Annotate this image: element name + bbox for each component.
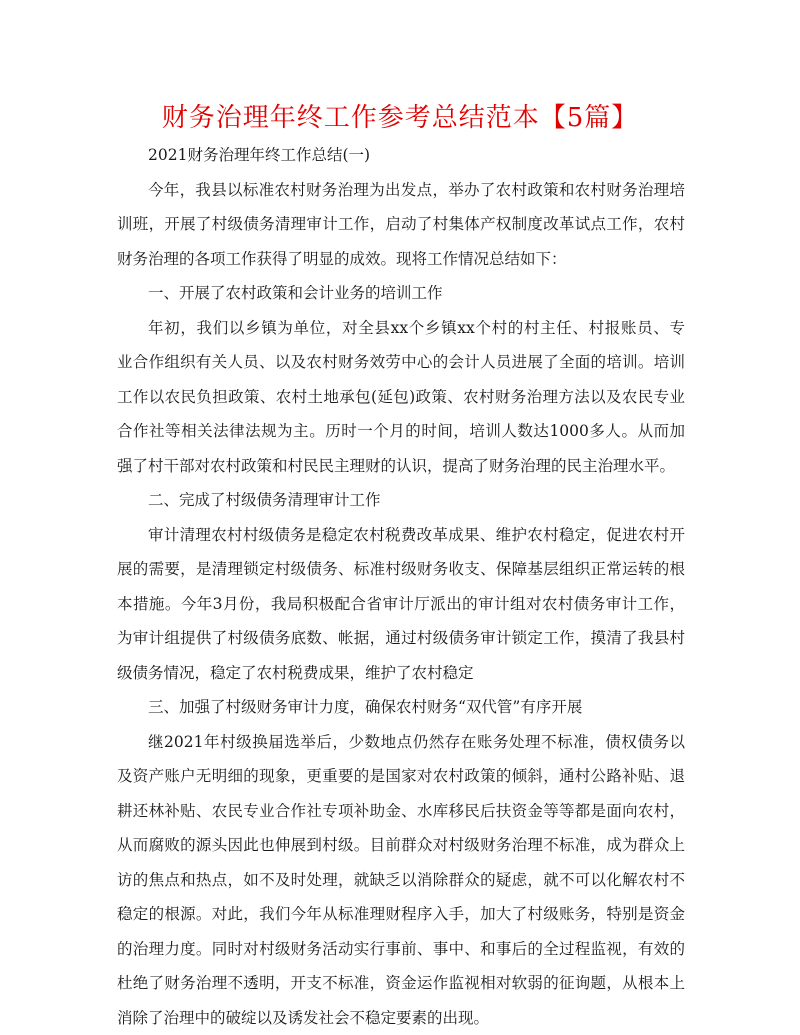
paragraph-line: 工作以农民负担政策、农村土地承包(延包)政策、农村财务治理方法以及农民专业 [117, 387, 685, 406]
paragraph-line: 业合作组织有关人员、以及农村财务效劳中心的会计人员进展了全面的培训。培训 [117, 353, 685, 371]
paragraph-line: 财务治理的各项工作获得了明显的成效。现将工作情况总结如下： [117, 249, 567, 268]
paragraph-first-line: 审计清理农村村级债务是稳定农村税费改革成果、维护农村稳定，促进农村开 [148, 525, 685, 544]
paragraph-line: 的治理力度。同时对村级财务活动实行事前、事中、和事后的全过程监视，有效的 [117, 939, 685, 958]
document-body [117, 138, 685, 1035]
paragraph-first-line: 继2021年村级换届选举后，少数地点仍然存在账务处理不标准，债权债务以 [148, 732, 685, 751]
document-title: 财务治理年终工作参考总结范本【5篇】 [161, 103, 639, 133]
paragraph-first-line: 二、完成了村级债务清理审计工作 [148, 491, 381, 509]
paragraph-line: 从而腐败的源头因此也伸展到村级。目前群众对村级财务治理不标准，成为群众上 [117, 836, 685, 854]
paragraph-first-line: 今年，我县以标准农村财务治理为出发点，举办了农村政策和农村财务治理培 [148, 180, 685, 199]
paragraph-line: 耕还林补贴、农民专业合作社专项补助金、水库移民后扶资金等等都是面向农村， [117, 801, 685, 820]
paragraph-first-line: 三、加强了村级财务审计力度，确保农村财务“双代管”有序开展 [148, 698, 583, 716]
paragraph-line: 强了村干部对农村政策和村民民主理财的认识，提高了财务治理的民主治理水平。 [117, 456, 676, 475]
paragraph-first-line: 一、开展了农村政策和会计业务的培训工作 [148, 284, 443, 302]
paragraph-line: 访的焦点和热点，如不及时处理，就缺乏以消除群众的疑虑，就不可以化解农村不 [117, 870, 685, 889]
paragraph-line: 稳定的根源。对此，我们今年从标准理财程序入手，加大了村级账务，特别是资金 [117, 905, 685, 923]
paragraph-line: 合作社等相关法律法规为主。历时一个月的时间，培训人数达1000多人。从而加 [117, 422, 685, 440]
paragraph-first-line: 2021财务治理年终工作总结(一) [148, 146, 371, 164]
paragraph-line: 杜绝了财务治理不透明，开支不标准，资金运作监视相对软弱的征询题，从根本上 [117, 974, 685, 992]
paragraph-line: 本措施。今年3月份，我局积极配合省审计厅派出的审计组对农村债务审计工作， [117, 594, 685, 613]
paragraph-line: 为审计组提供了村级债务底数、帐据，通过村级债务审计锁定工作，摸清了我县村 [117, 629, 685, 647]
paragraph-line: 训班，开展了村级债务清理审计工作，启动了村集体产权制度改革试点工作，农村 [117, 215, 685, 233]
paragraph-line: 展的需要，是清理锁定村级债务、标准村级财务收支、保障基层组织正常运转的根 [117, 560, 685, 578]
paragraph-line: 及资产账户无明细的现象，更重要的是国家对农村政策的倾斜，通村公路补贴、退 [117, 767, 685, 785]
paragraph-line: 级债务情况，稳定了农村税费成果，维护了农村稳定 [117, 663, 474, 682]
paragraph-line: 消除了治理中的破绽以及诱发社会不稳定要素的出现。 [117, 1008, 490, 1027]
paragraph-first-line: 年初，我们以乡镇为单位，对全县xx个乡镇xx个村的村主任、村报账员、专 [148, 318, 685, 337]
